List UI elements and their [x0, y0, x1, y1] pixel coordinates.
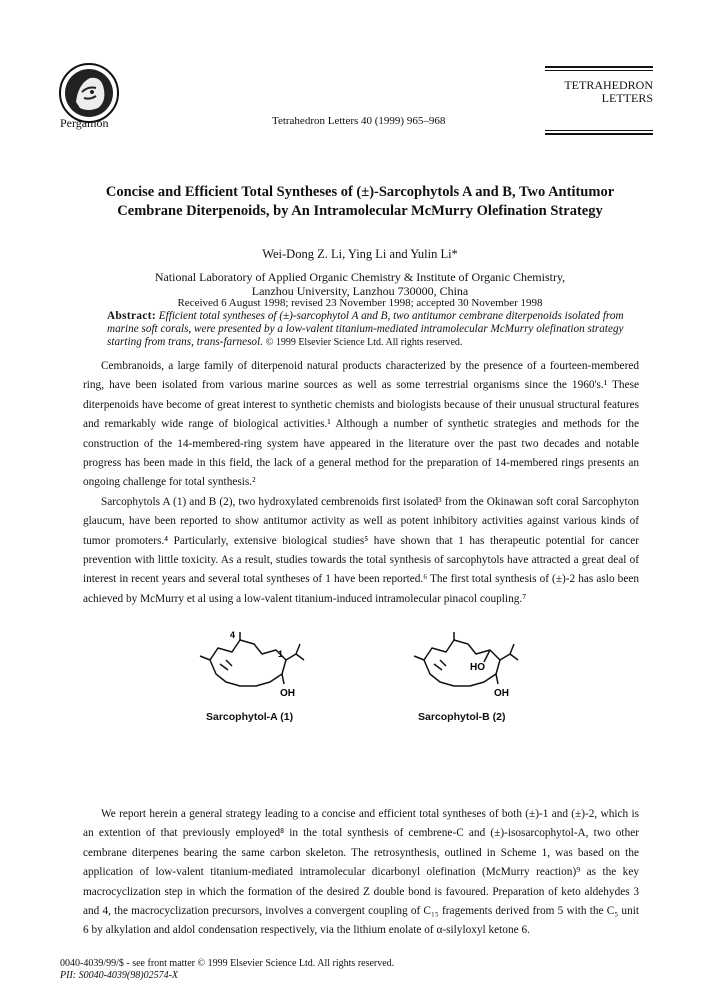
- publisher-name: Pergamon: [60, 116, 109, 130]
- header-rule-top-thin: [545, 70, 653, 71]
- author-list: Wei-Dong Z. Li, Ying Li and Yulin Li*: [262, 247, 458, 261]
- structure-b-label-ho: HO: [470, 662, 485, 673]
- journal-name: [545, 79, 653, 105]
- journal-citation: Tetrahedron Letters 40 (1999) 965–968: [272, 115, 446, 127]
- abstract-text: Efficient total syntheses of (±)-sarcophytol A and B, two antitumor cembrane diterpenoids isolated from marine soft corals, were presented by a low-valent titanium-mediated intramolecular McMurry olefination strategy starting from trans, trans-farnesol.: [107, 310, 624, 348]
- sarcophytol-b-structure: [410, 630, 530, 702]
- affiliation-line2: Lanzhou University, Lanzhou 730000, China: [251, 284, 469, 298]
- structure-a-label-oh: OH: [280, 688, 295, 699]
- structure-a-label-4: 4: [230, 630, 236, 640]
- abstract: [107, 310, 627, 349]
- abstract-copyright: © 1999 Elsevier Science Ltd. All rights reserved.: [265, 337, 463, 348]
- paragraph-2: Sarcophytols A (1) and B (2), two hydroxylated cembrenoids first isolated³ from the Okinawan soft coral Sarcophyton glaucum, have been reported to show antitumor activity as well as potent inhibitory activities against various kinds of tumor promoters.⁴ Particularly, extensive biological studies⁵ have shown that 1 has therapeutic potential for cancer prevention with little toxicity. As a result, studies towards the total synthesis of sarcophytols have attracted a great deal of interest in recent years and several total syntheses of 1 have been reported.⁶ The first total synthesis of (±)-2 has aslo been achieved by McMurry et al using a low-valent titanium-induced intramolecular pinacol coupling.⁷: [83, 495, 639, 605]
- article-title: Concise and Efficient Total Syntheses of (±)-Sarcophytols A and B, Two Antitumor Cembrane Diterpenoids, by An Intramolecular McMurry Olefination Strategy: [105, 184, 615, 219]
- abstract-label: Abstract:: [107, 310, 156, 322]
- footer-pii: PII: S0040-4039(98)02574-X: [60, 970, 179, 981]
- sarcophytol-a-structure: [196, 630, 316, 702]
- header-rule-bottom: [545, 133, 653, 135]
- header-rule-top: [545, 66, 653, 68]
- body-section-2: [83, 805, 639, 941]
- body-section-1: [83, 357, 639, 609]
- paragraph-3: We report herein a general strategy leading to a concise and efficient total syntheses of both (±)-1 and (±)-2, which is an extention of that previously employed⁸ in the total synthesis of cembrene-C and (±)-isosarcophytol-A, two other cembrane diterpenes bearing the same carbon skeleton. The retrosynthesis, outlined in Scheme 1, was based on the application of low-valent titanium-mediated intramolecular dicarbonyl olefination (McMurry reaction)⁹ as the key macrocyclization step in which the formation of the desired Z double bond is favoured. Preparation of keto aldehydes 3 and 4, the macrocyclization precursors, involves a convergent coupling of C₁₅ fragements derived from 5 with the C₅ unit 6 by alkylation and aldol condensation respectively, via the lithium enolate of α-silyloxyl ketone 6.: [83, 808, 639, 937]
- caption-sarcophytol-a: Sarcophytol-A (1): [206, 711, 294, 723]
- pergamon-logo-icon: [58, 62, 120, 124]
- affiliation-line1: National Laboratory of Applied Organic Chemistry & Institute of Organic Chemistry,: [154, 270, 566, 284]
- footer-line1: 0040-4039/99/$ - see front matter © 1999 Elsevier Science Ltd. All rights reserved.: [60, 958, 395, 969]
- caption-sarcophytol-b: Sarcophytol-B (2): [418, 711, 506, 723]
- journal-name-line1: TETRAHEDRON: [564, 78, 653, 92]
- received-dates: Received 6 August 1998; revised 23 November 1998; accepted 30 November 1998: [177, 297, 543, 309]
- structure-a-label-1: 1: [278, 649, 284, 659]
- paragraph-1: Cembranoids, a large family of diterpenoid natural products characterized by the presence of a fourteen-membered ring, have been isolated from various marine sources as well as some terrestrial organisms since the 1960's.¹ These diterpenoids have become of great interest to synthetic chemists and biologists because of their unusual structural features and remarkably wide range of biological activities.¹ Although a number of synthetic strategies and methods for the construction of the 14-membered-ring system have appeared in the literature over the past two decades and notable progress has been made in this field, the lack of a general method for the preparation of 14-membered rings presents an ongoing challenge for total synthesis.²: [83, 360, 639, 489]
- journal-name-line2: LETTERS: [601, 91, 653, 105]
- structure-b-label-oh: OH: [494, 688, 509, 699]
- header-rule-bottom-thin: [545, 130, 653, 131]
- footer: [60, 958, 394, 982]
- affiliation: [0, 270, 720, 298]
